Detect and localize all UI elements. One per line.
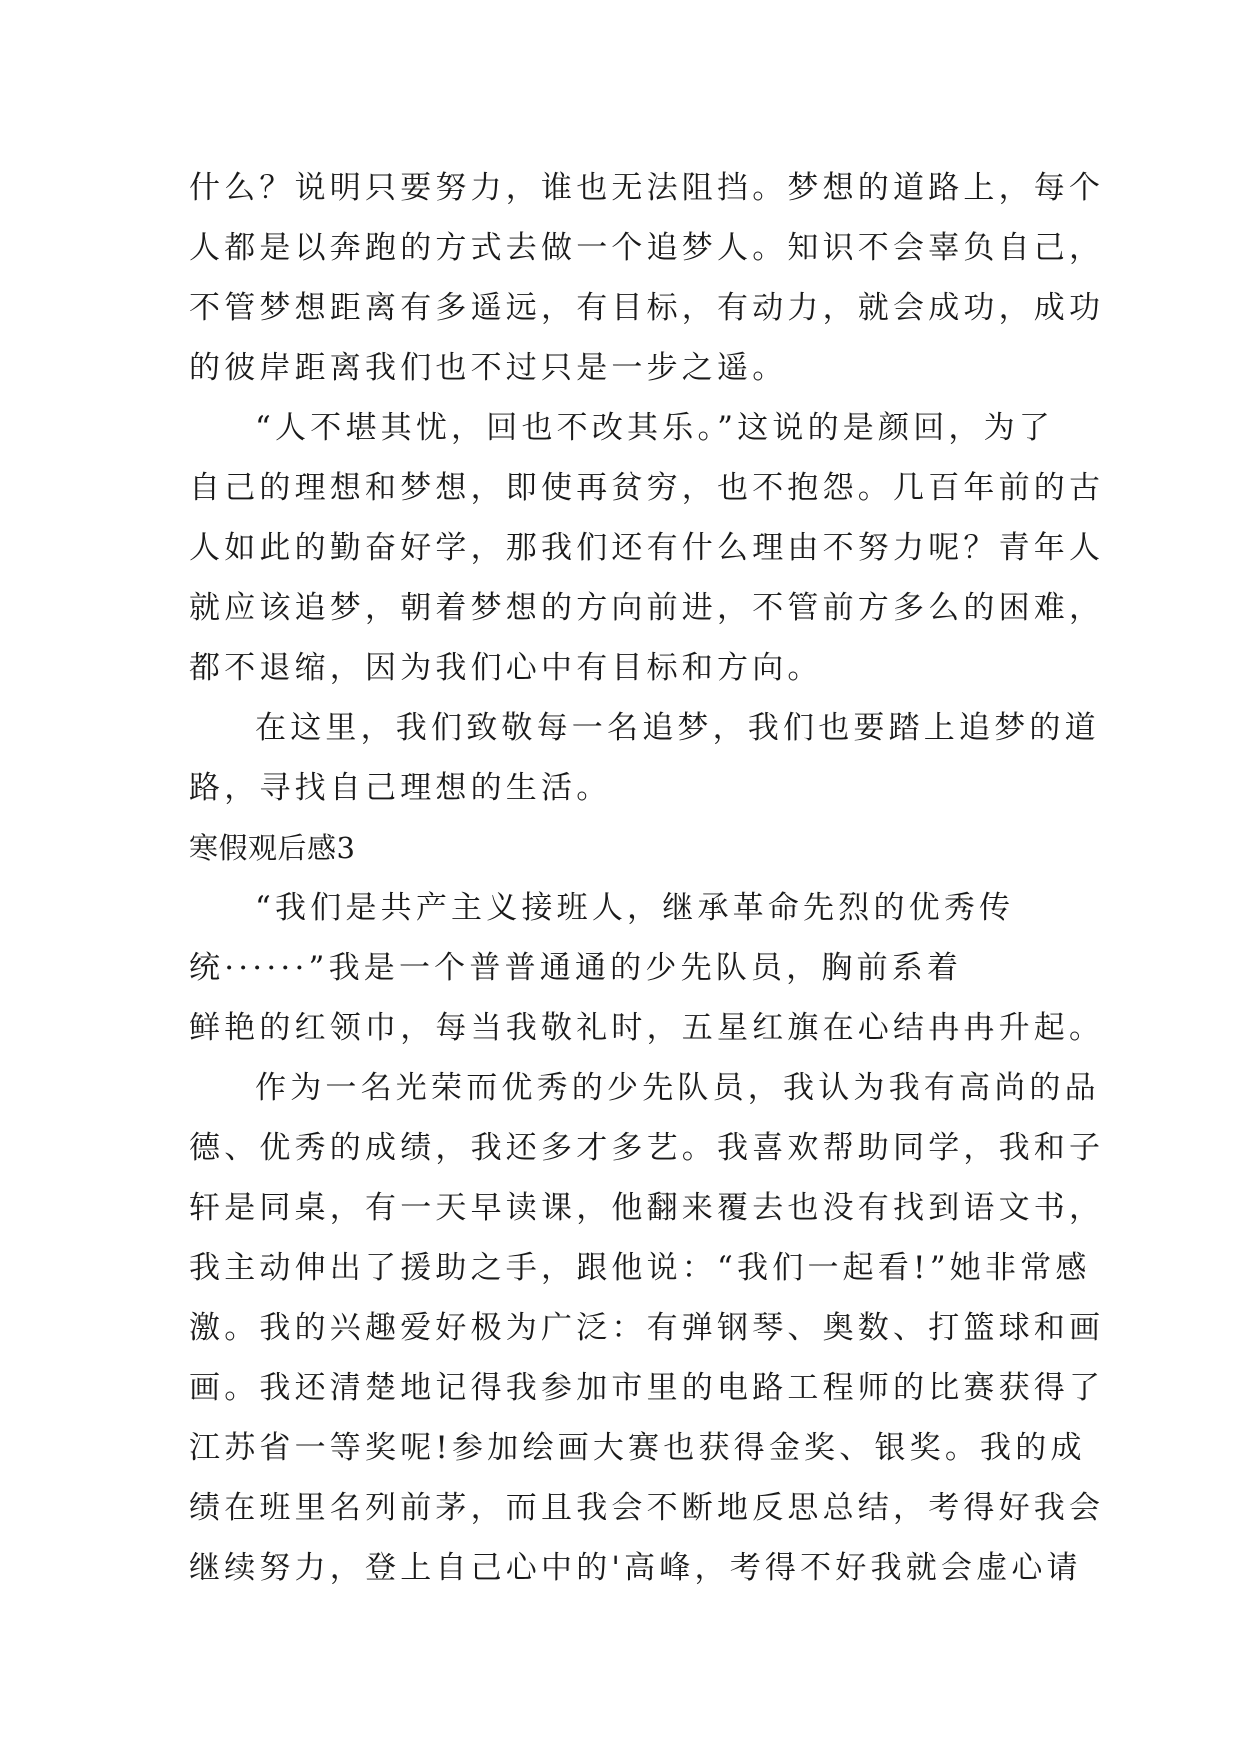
text-line: 统······”我是一个普普通通的少先队员，胸前系着 xyxy=(189,950,963,986)
paragraph xyxy=(189,698,1100,818)
section-title: 寒假观后感3 xyxy=(189,831,356,865)
paragraph xyxy=(189,158,1105,398)
text-line: “我们是共产主义接班人，继承革命先烈的优秀传 xyxy=(255,890,1015,926)
text-line: 绩在班里名列前茅，而且我会不断地反思总结，考得好我会 xyxy=(189,1490,1105,1526)
paragraph xyxy=(189,878,1105,1058)
text-line: 不管梦想距离有多遥远，有目标，有动力，就会成功，成功 xyxy=(189,290,1105,326)
text-line: 人都是以奔跑的方式去做一个追梦人。知识不会辜负自己， xyxy=(189,230,1105,266)
paragraph xyxy=(189,398,1105,698)
text-line: 德、优秀的成绩，我还多才多艺。我喜欢帮助同学，我和子 xyxy=(189,1130,1105,1166)
text-line: 我主动伸出了援助之手，跟他说：“我们一起看!”她非常感 xyxy=(189,1250,1091,1286)
section-heading xyxy=(189,818,1069,878)
text-line: 轩是同桌，有一天早读课，他翻来覆去也没有找到语文书， xyxy=(189,1190,1105,1226)
text-line: 鲜艳的红领巾，每当我敬礼时，五星红旗在心结冉冉升起。 xyxy=(189,1010,1105,1046)
text-line: 路，寻找自己理想的生活。 xyxy=(189,770,612,806)
paragraph xyxy=(189,1058,1105,1598)
text-line: 就应该追梦，朝着梦想的方向前进，不管前方多么的困难， xyxy=(189,590,1105,626)
text-line: 人如此的勤奋好学，那我们还有什么理由不努力呢？青年人 xyxy=(189,530,1105,566)
text-line: 作为一名光荣而优秀的少先队员，我认为我有高尚的品 xyxy=(255,1070,1100,1106)
text-line: “人不堪其忧，回也不改其乐。”这说的是颜回，为了 xyxy=(255,410,1054,446)
text-line: 什么？说明只要努力，谁也无法阻挡。梦想的道路上，每个 xyxy=(189,170,1105,206)
text-line: 继续努力，登上自己心中的'高峰，考得不好我就会虚心请 xyxy=(189,1550,1082,1586)
text-line: 画。我还清楚地记得我参加市里的电路工程师的比赛获得了 xyxy=(189,1370,1105,1406)
document-body xyxy=(189,158,1105,1598)
text-line: 激。我的兴趣爱好极为广泛：有弹钢琴、奥数、打篮球和画 xyxy=(189,1310,1105,1346)
text-line: 都不退缩，因为我们心中有目标和方向。 xyxy=(189,650,823,686)
text-line: 江苏省一等奖呢!参加绘画大赛也获得金奖、银奖。我的成 xyxy=(189,1430,1086,1466)
text-line: 在这里，我们致敬每一名追梦，我们也要踏上追梦的道 xyxy=(255,710,1100,746)
text-line: 自己的理想和梦想，即使再贫穷，也不抱怨。几百年前的古 xyxy=(189,470,1105,506)
text-line: 的彼岸距离我们也不过只是一步之遥。 xyxy=(189,350,788,386)
